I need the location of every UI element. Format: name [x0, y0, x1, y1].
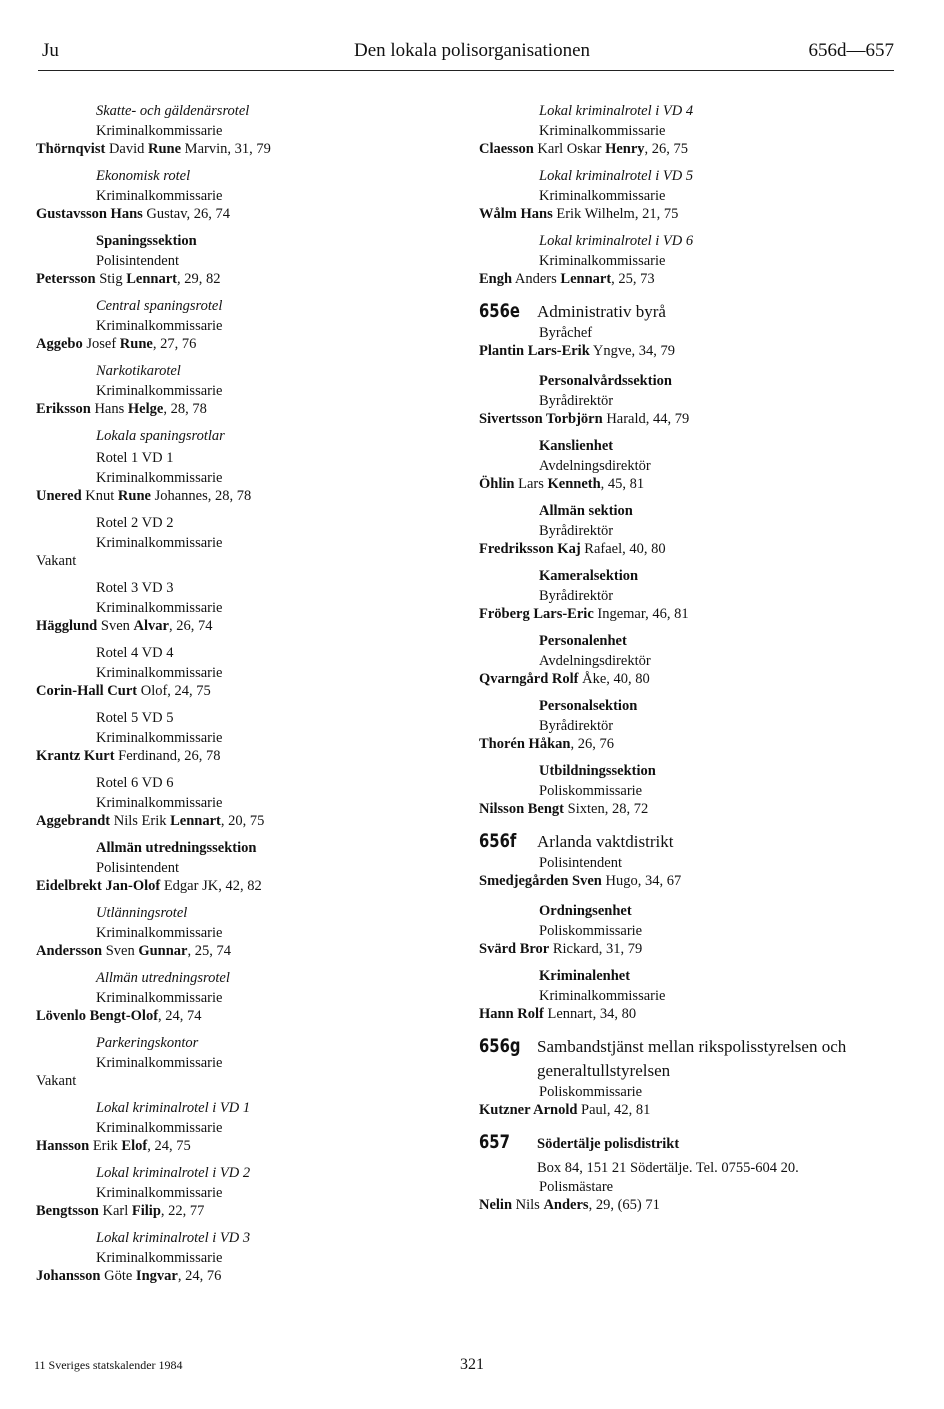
- person-name-bold: Elof: [121, 1138, 148, 1154]
- section-address: Box 84, 151 21 Södertälje. Tel. 0755-604 20.: [537, 1160, 799, 1176]
- person-line: [479, 476, 909, 493]
- person-name-bold: Eriksson: [36, 401, 91, 417]
- person-name-bold: Unered: [36, 488, 82, 504]
- unit-title: Personalsektion: [539, 698, 638, 714]
- unit-title: Rotel 3 VD 3: [96, 580, 174, 596]
- person-name-text: , 25, 73: [611, 271, 655, 287]
- person-name-text: Gustav, 26, 74: [142, 206, 231, 222]
- section-title: Arlanda vaktdistrikt: [537, 832, 674, 851]
- person-line: [36, 401, 446, 418]
- person-name-bold: Lövenlo Bengt-Olof: [36, 1008, 159, 1024]
- person-name-text: Yngve, 34, 79: [589, 343, 676, 359]
- directory-entry: [36, 1032, 446, 1090]
- person-name-bold: Anders: [543, 1197, 589, 1213]
- person-line: [36, 553, 446, 570]
- person-line: [36, 618, 446, 635]
- person-line: [36, 1203, 446, 1220]
- unit-title: Narkotikarotel: [96, 363, 181, 379]
- directory-entry: [479, 760, 909, 818]
- person-name-bold: Fredriksson Kaj: [479, 541, 581, 557]
- role-title: Poliskommissarie: [539, 783, 643, 799]
- person-name-text: Erik Wilhelm, 21, 75: [552, 206, 679, 222]
- person-line: [36, 271, 446, 288]
- role-title: Polismästare: [539, 1179, 614, 1195]
- person-name-text: Sixten, 28, 72: [564, 801, 649, 817]
- person-name-bold: Kutzner Arnold: [479, 1102, 578, 1118]
- role-title: Avdelningsdirektör: [539, 458, 651, 474]
- directory-entry: [479, 165, 909, 223]
- person-name-bold: Petersson: [36, 271, 96, 287]
- person-name-bold: Gustavsson Hans: [36, 206, 143, 222]
- section-657: [479, 1131, 909, 1214]
- role-title: Polisintendent: [539, 855, 622, 871]
- role-title: Kriminalkommissarie: [96, 990, 223, 1006]
- person-name-bold: Corin-Hall Curt: [36, 683, 138, 699]
- person-line: [36, 1073, 446, 1090]
- person-name-bold: Rune: [148, 141, 182, 157]
- role-title: Kriminalkommissarie: [96, 123, 223, 139]
- person-name-bold: Engh: [479, 271, 513, 287]
- directory-entry: [479, 370, 909, 428]
- person-name-bold: Andersson: [36, 943, 103, 959]
- person-name-bold: Thorén Håkan: [479, 736, 571, 752]
- person-name-bold: Filip: [131, 1203, 161, 1219]
- person-name-text: Karl Oskar: [533, 141, 606, 157]
- role-title: Kriminalkommissarie: [96, 795, 223, 811]
- directory-entry: [36, 360, 446, 418]
- directory-entry: [36, 967, 446, 1025]
- section-number: 657: [479, 1131, 510, 1153]
- person-name-text: Johannes, 28, 78: [150, 488, 252, 504]
- role-title: Avdelningsdirektör: [539, 653, 651, 669]
- person-name-bold: Aggebo: [36, 336, 83, 352]
- person-name-bold: Lennart: [126, 271, 177, 287]
- person-name-text: Paul, 42, 81: [577, 1102, 651, 1118]
- directory-entry: [36, 707, 446, 765]
- unit-title: Lokal kriminalrotel i VD 3: [96, 1230, 251, 1246]
- directory-entry: [36, 902, 446, 960]
- directory-entry: [36, 447, 446, 505]
- section-heading: [479, 300, 909, 324]
- section-heading: [479, 1131, 909, 1156]
- unit-title: Spaningssektion: [96, 233, 197, 249]
- person-name-text: Rickard, 31, 79: [549, 941, 643, 957]
- running-head-section-range: 656d—657: [808, 40, 894, 61]
- person-name-bold: Hägglund: [36, 618, 98, 634]
- directory-entry: [479, 565, 909, 623]
- unit-title: Lokal kriminalrotel i VD 2: [96, 1165, 251, 1181]
- person-name-text: , 26, 75: [644, 141, 689, 157]
- role-title: Kriminalkommissarie: [96, 665, 223, 681]
- unit-title: Allmän sektion: [539, 503, 633, 519]
- unit-title: Lokal kriminalrotel i VD 5: [539, 168, 694, 184]
- person-name-text: Vakant: [36, 1073, 77, 1089]
- unit-title: Parkeringskontor: [96, 1035, 199, 1051]
- section-number: 656e: [479, 300, 520, 322]
- person-line: [479, 1006, 909, 1023]
- role-title: Kriminalkommissarie: [96, 730, 223, 746]
- directory-entry: [479, 695, 909, 753]
- person-name-text: Lars: [514, 476, 548, 492]
- person-line: [36, 1138, 446, 1155]
- unit-title: Kameralsektion: [539, 568, 639, 584]
- directory-entry: [479, 435, 909, 493]
- directory-entry: [479, 965, 909, 1023]
- section-number: 656f: [479, 830, 517, 852]
- role-title: Polisintendent: [96, 860, 179, 876]
- role-title: Kriminalkommissarie: [96, 188, 223, 204]
- person-name-text: Åke, 40, 80: [578, 671, 650, 687]
- person-line: [36, 336, 446, 353]
- person-name-text: David: [105, 141, 148, 157]
- directory-entry: [36, 100, 446, 158]
- page-number: 321: [460, 1356, 484, 1373]
- person-name-bold: Öhlin: [479, 476, 515, 492]
- role-title: Poliskommissarie: [539, 923, 643, 939]
- unit-title: Kanslienhet: [539, 438, 614, 454]
- person-name-bold: Rune: [119, 336, 153, 352]
- role-title: Byråchef: [539, 325, 593, 341]
- person-line: [479, 141, 909, 158]
- person-name-bold: Bengtsson: [36, 1203, 99, 1219]
- person-line: [36, 813, 446, 830]
- person-line: [36, 1268, 446, 1285]
- directory-entry: [36, 642, 446, 700]
- unit-title: Central spaningsrotel: [96, 298, 223, 314]
- role-title: Kriminalkommissarie: [96, 1185, 223, 1201]
- person-name-text: Göte: [100, 1268, 136, 1284]
- unit-title: Ekonomisk rotel: [96, 168, 191, 184]
- section-title: Södertälje polisdistrikt: [537, 1136, 680, 1152]
- unit-title: Lokala spaningsrotlar: [96, 428, 225, 444]
- unit-title: Rotel 5 VD 5: [96, 710, 174, 726]
- person-name-bold: Rune: [117, 488, 151, 504]
- person-name-text: Nils: [512, 1197, 544, 1213]
- directory-entry: [36, 1097, 446, 1155]
- person-line: [36, 488, 446, 505]
- directory-entry: [479, 500, 909, 558]
- person-name-text: , 24, 75: [147, 1138, 191, 1154]
- person-name-text: , 28, 78: [163, 401, 207, 417]
- person-line: [479, 411, 909, 428]
- role-title: Kriminalkommissarie: [96, 318, 223, 334]
- person-name-text: , 24, 76: [177, 1268, 222, 1284]
- person-line: [36, 1008, 446, 1025]
- role-title: Byrådirektör: [539, 523, 614, 539]
- unit-title: Rotel 4 VD 4: [96, 645, 174, 661]
- role-title: Poliskommissarie: [539, 1084, 643, 1100]
- role-title: Kriminalkommissarie: [96, 600, 223, 616]
- person-name-text: , 27, 76: [152, 336, 197, 352]
- unit-title: Allmän utredningssektion: [96, 840, 257, 856]
- person-name-bold: Kenneth: [547, 476, 601, 492]
- person-name-text: , 26, 76: [570, 736, 614, 752]
- person-name-text: , 20, 75: [220, 813, 265, 829]
- unit-title: Allmän utredningsrotel: [96, 970, 230, 986]
- section-title: Sambandstjänst mellan rikspolisstyrelsen och generaltullstyrelsen: [537, 1037, 847, 1080]
- running-head-title: Den lokala polisorganisationen: [353, 40, 591, 61]
- person-name-text: Hugo, 34, 67: [601, 873, 682, 889]
- unit-title: Personalenhet: [539, 633, 627, 649]
- role-title: Kriminalkommissarie: [96, 1120, 223, 1136]
- footer-signature: 11 Sveriges statskalender 1984: [34, 1358, 183, 1372]
- directory-entry: [36, 772, 446, 830]
- person-name-text: , 22, 77: [160, 1203, 205, 1219]
- person-line: [479, 736, 909, 753]
- person-line: [479, 941, 909, 958]
- person-line: [36, 683, 446, 700]
- person-name-text: Erik: [89, 1138, 122, 1154]
- person-name-bold: Hann Rolf: [479, 1006, 544, 1022]
- role-title: Kriminalkommissarie: [96, 1250, 223, 1266]
- directory-entry: [479, 100, 909, 158]
- directory-entry: [36, 165, 446, 223]
- person-name-bold: Fröberg Lars-Eric: [479, 606, 594, 622]
- directory-entry: [36, 1227, 446, 1285]
- unit-title: Lokal kriminalrotel i VD 1: [96, 1100, 251, 1116]
- unit-title: Lokal kriminalrotel i VD 4: [539, 103, 694, 119]
- directory-entry: [36, 230, 446, 288]
- person-name-text: Ferdinand, 26, 78: [114, 748, 221, 764]
- person-name-text: Rafael, 40, 80: [580, 541, 666, 557]
- person-name-text: Stig: [95, 271, 127, 287]
- unit-title: Skatte- och gäldenärsrotel: [96, 103, 250, 119]
- person-line: [36, 748, 446, 765]
- section-656f: [479, 830, 909, 890]
- running-head-left: Ju: [42, 40, 59, 61]
- person-name-text: Josef: [82, 336, 120, 352]
- directory-entry: [36, 1162, 446, 1220]
- person-line: [479, 271, 909, 288]
- unit-title: Rotel 6 VD 6: [96, 775, 174, 791]
- role-title: Kriminalkommissarie: [96, 1055, 223, 1071]
- unit-title: Lokal kriminalrotel i VD 6: [539, 233, 694, 249]
- section-656e: [479, 300, 909, 360]
- person-name-bold: Ingvar: [135, 1268, 178, 1284]
- person-name-text: Lennart, 34, 80: [543, 1006, 637, 1022]
- person-name-text: Olof, 24, 75: [137, 683, 211, 699]
- person-line: [479, 671, 909, 688]
- person-line: [479, 606, 909, 623]
- unit-title: Ordningsenhet: [539, 903, 632, 919]
- person-line: [479, 343, 909, 360]
- right-column: [479, 100, 909, 1224]
- person-name-text: , 25, 74: [187, 943, 231, 959]
- person-name-bold: Nelin: [479, 1197, 513, 1213]
- directory-entry: [36, 295, 446, 353]
- person-name-bold: Lennart: [560, 271, 612, 287]
- directory-entry: [479, 900, 909, 958]
- role-title: Kriminalkommissarie: [539, 253, 666, 269]
- person-line: [479, 1197, 909, 1214]
- person-name-bold: Thörnqvist: [36, 141, 106, 157]
- person-name-text: , 45, 81: [600, 476, 645, 492]
- section-number: 656g: [479, 1035, 521, 1057]
- person-name-bold: Qvarngård Rolf: [479, 671, 579, 687]
- section-heading: [479, 1035, 909, 1083]
- person-name-text: Edgar JK, 42, 82: [160, 878, 262, 894]
- person-name-text: Ingemar, 46, 81: [593, 606, 689, 622]
- unit-title: Personalvårdssektion: [539, 373, 672, 389]
- person-name-text: Knut: [81, 488, 118, 504]
- role-title: Byrådirektör: [539, 393, 614, 409]
- unit-title: Kriminalenhet: [539, 968, 631, 984]
- role-title: Byrådirektör: [539, 718, 614, 734]
- role-title: Kriminalkommissarie: [539, 188, 666, 204]
- person-line: [479, 206, 909, 223]
- section-656g: [479, 1035, 909, 1119]
- role-title: Byrådirektör: [539, 588, 614, 604]
- unit-title: Utlänningsrotel: [96, 905, 188, 921]
- person-name-bold: Wålm Hans: [479, 206, 553, 222]
- directory-entry: [36, 837, 446, 895]
- role-title: Kriminalkommissarie: [539, 123, 666, 139]
- unit-title: Utbildningssektion: [539, 763, 656, 779]
- person-name-bold: Smedjegården Sven: [479, 873, 602, 889]
- person-name-bold: Svärd Bror: [479, 941, 550, 957]
- person-name-bold: Henry: [605, 141, 645, 157]
- directory-entry: [36, 577, 446, 635]
- person-name-text: Nils Erik: [110, 813, 171, 829]
- person-name-text: Harald, 44, 79: [602, 411, 690, 427]
- header-rule: [38, 70, 894, 71]
- role-title: Kriminalkommissarie: [539, 988, 666, 1004]
- person-name-text: Marvin, 31, 79: [181, 141, 271, 157]
- directory-entry: [479, 630, 909, 688]
- person-line: [479, 1102, 909, 1119]
- person-line: [36, 206, 446, 223]
- person-name-bold: Eidelbrekt Jan-Olof: [36, 878, 161, 894]
- section-title: Administrativ byrå: [537, 302, 666, 321]
- person-name-text: Vakant: [36, 553, 77, 569]
- person-line: [36, 943, 446, 960]
- section-heading: [479, 830, 909, 854]
- person-name-bold: Sivertsson Torbjörn: [479, 411, 603, 427]
- unit-title: Rotel 2 VD 2: [96, 515, 174, 531]
- person-name-bold: Nilsson Bengt: [479, 801, 565, 817]
- role-title: Kriminalkommissarie: [96, 535, 223, 551]
- person-name-text: Sven: [102, 943, 139, 959]
- person-name-text: , 29, 82: [176, 271, 221, 287]
- person-line: [36, 878, 446, 895]
- person-name-bold: Helge: [127, 401, 164, 417]
- person-name-bold: Plantin Lars-Erik: [479, 343, 590, 359]
- person-name-bold: Krantz Kurt: [36, 748, 115, 764]
- directory-entry: [479, 230, 909, 288]
- role-title: Kriminalkommissarie: [96, 383, 223, 399]
- left-column: [36, 100, 446, 1292]
- person-line: [479, 541, 909, 558]
- person-name-bold: Johansson: [36, 1268, 101, 1284]
- person-name-bold: Aggebrandt: [36, 813, 111, 829]
- person-name-bold: Lennart: [170, 813, 221, 829]
- person-name-bold: Claesson: [479, 141, 534, 157]
- directory-entry: [36, 425, 446, 447]
- person-name-text: , 29, (65) 71: [588, 1197, 660, 1213]
- person-name-bold: Alvar: [133, 618, 169, 634]
- person-line: [479, 873, 909, 890]
- unit-title: Rotel 1 VD 1: [96, 450, 174, 466]
- person-name-text: Karl: [98, 1203, 132, 1219]
- person-name-text: Sven: [97, 618, 134, 634]
- person-name-text: Hans: [90, 401, 128, 417]
- person-name-text: Anders: [512, 271, 561, 287]
- role-title: Polisintendent: [96, 253, 179, 269]
- person-name-bold: Gunnar: [138, 943, 188, 959]
- person-name-text: , 24, 74: [158, 1008, 202, 1024]
- person-name-text: , 26, 74: [168, 618, 213, 634]
- person-line: [36, 141, 446, 158]
- directory-entry: [36, 512, 446, 570]
- person-line: [479, 801, 909, 818]
- role-title: Kriminalkommissarie: [96, 470, 223, 486]
- role-title: Kriminalkommissarie: [96, 925, 223, 941]
- person-name-bold: Hansson: [36, 1138, 90, 1154]
